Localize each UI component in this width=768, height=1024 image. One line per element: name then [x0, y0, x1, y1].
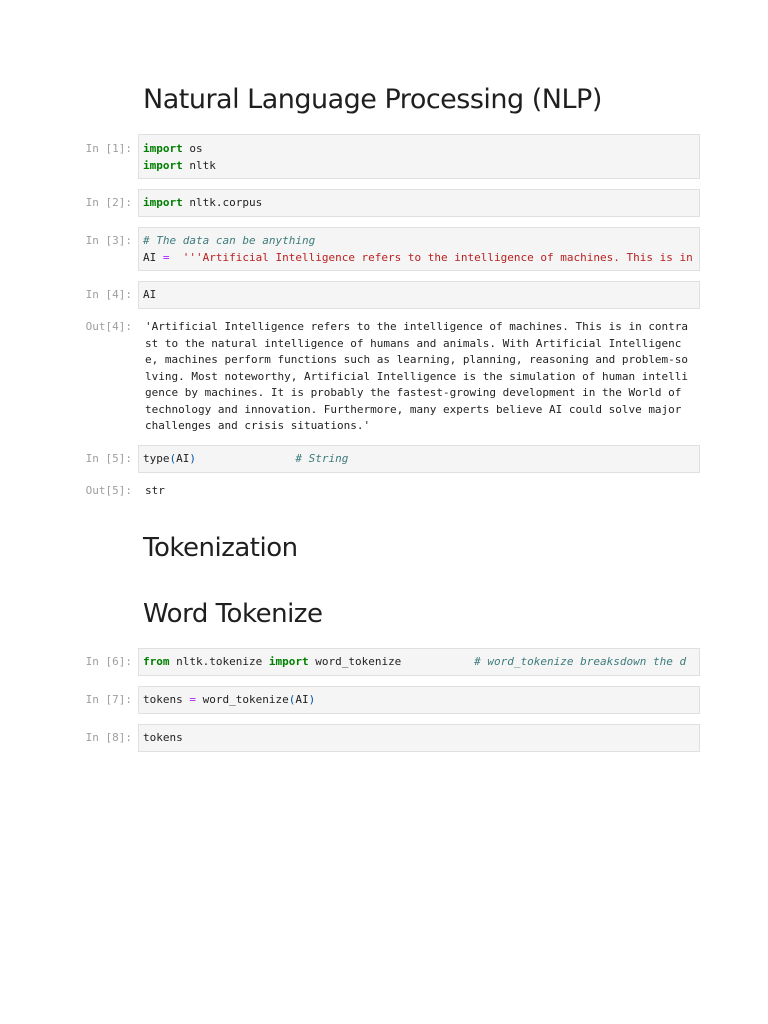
cell-1-prompt: In [1]:: [85, 142, 132, 155]
output-5-prompt: Out[5]:: [85, 484, 132, 497]
cell-3-prompt: In [3]:: [85, 234, 132, 247]
code-text: nltk: [182, 158, 216, 172]
code-line: [143, 233, 315, 250]
code-line: [143, 195, 262, 212]
code-cell-5[interactable]: [138, 445, 700, 473]
output-line: 'Artificial Intelligence refers to the intelligence of machines. This is in contra: [145, 320, 689, 333]
code-line: [143, 692, 315, 709]
code-text: AI: [295, 693, 309, 706]
code-cell-4[interactable]: [138, 281, 700, 309]
code-function: type: [143, 452, 170, 465]
code-line: [143, 158, 216, 175]
output-line: e, machines perform functions such as learning, planning, reasoning and problem-so: [145, 353, 689, 366]
code-cell-6[interactable]: [138, 648, 700, 676]
output-line: technology and innovation. Furthermore, many experts believe AI could solve major: [145, 402, 682, 416]
code-text: AI: [176, 452, 190, 465]
code-line: [143, 654, 686, 671]
code-cell-1[interactable]: [138, 134, 700, 179]
code-text: nltk.tokenize: [169, 655, 269, 668]
heading-word-tokenize: Word Tokenize: [143, 599, 323, 629]
code-text: os: [182, 142, 203, 155]
keyword: from: [143, 655, 170, 668]
output-line: str: [145, 484, 165, 497]
code-cell-3[interactable]: [138, 227, 700, 271]
operator: =: [162, 250, 170, 264]
cell-7-prompt: In [7]:: [85, 693, 132, 706]
code-comment: # The data can be anything: [143, 234, 316, 247]
code-line: [143, 730, 183, 747]
code-cell-7[interactable]: [138, 686, 700, 714]
code-text: AI: [143, 288, 157, 301]
operator: =: [189, 693, 196, 706]
keyword: import: [143, 158, 183, 172]
heading-tokenization: Tokenization: [143, 533, 298, 563]
code-space: [401, 655, 474, 668]
code-text: tokens: [143, 731, 183, 744]
keyword: import: [143, 196, 183, 209]
cell-5-prompt: In [5]:: [85, 452, 132, 465]
code-line: [143, 250, 693, 267]
paren: (: [288, 693, 296, 706]
code-space: [196, 452, 295, 465]
paren: ): [189, 452, 196, 465]
code-text: tokens: [143, 693, 190, 706]
code-line: [143, 141, 203, 158]
output-line: lving. Most noteworthy, Artificial Intelligence is the simulation of human intelli: [145, 369, 689, 383]
output-line: st to the natural intelligence of humans and animals. With Artificial Intelligenc: [145, 336, 682, 350]
keyword: import: [268, 655, 309, 668]
heading-nlp: Natural Language Processing (NLP): [143, 84, 602, 115]
code-space: [170, 251, 183, 264]
code-comment: # word_tokenize breaksdown the d: [474, 655, 687, 668]
keyword: import: [143, 142, 183, 155]
code-line: [143, 451, 348, 468]
paren: (: [169, 452, 177, 465]
output-4-prompt: Out[4]:: [85, 320, 132, 333]
code-comment: # String: [295, 452, 349, 465]
cell-4-prompt: In [4]:: [85, 288, 132, 301]
code-line: [143, 287, 156, 304]
code-cell-2[interactable]: [138, 189, 700, 217]
output-line: gence by machines. It is probably the fastest-growing development in the World of: [145, 386, 682, 399]
code-cell-8[interactable]: [138, 724, 700, 752]
code-text: nltk.corpus: [182, 196, 263, 209]
code-text: AI: [143, 250, 163, 264]
cell-2-prompt: In [2]:: [85, 196, 132, 209]
cell-6-prompt: In [6]:: [85, 655, 132, 668]
paren: ): [308, 693, 316, 706]
output-line: challenges and crisis situations.': [145, 419, 371, 432]
cell-8-prompt: In [8]:: [85, 731, 132, 744]
code-function: word_tokenize: [195, 693, 289, 706]
code-text: word_tokenize: [308, 655, 402, 668]
code-string: '''Artificial Intelligence refers to the intelligence of machines. This is in: [182, 250, 693, 264]
